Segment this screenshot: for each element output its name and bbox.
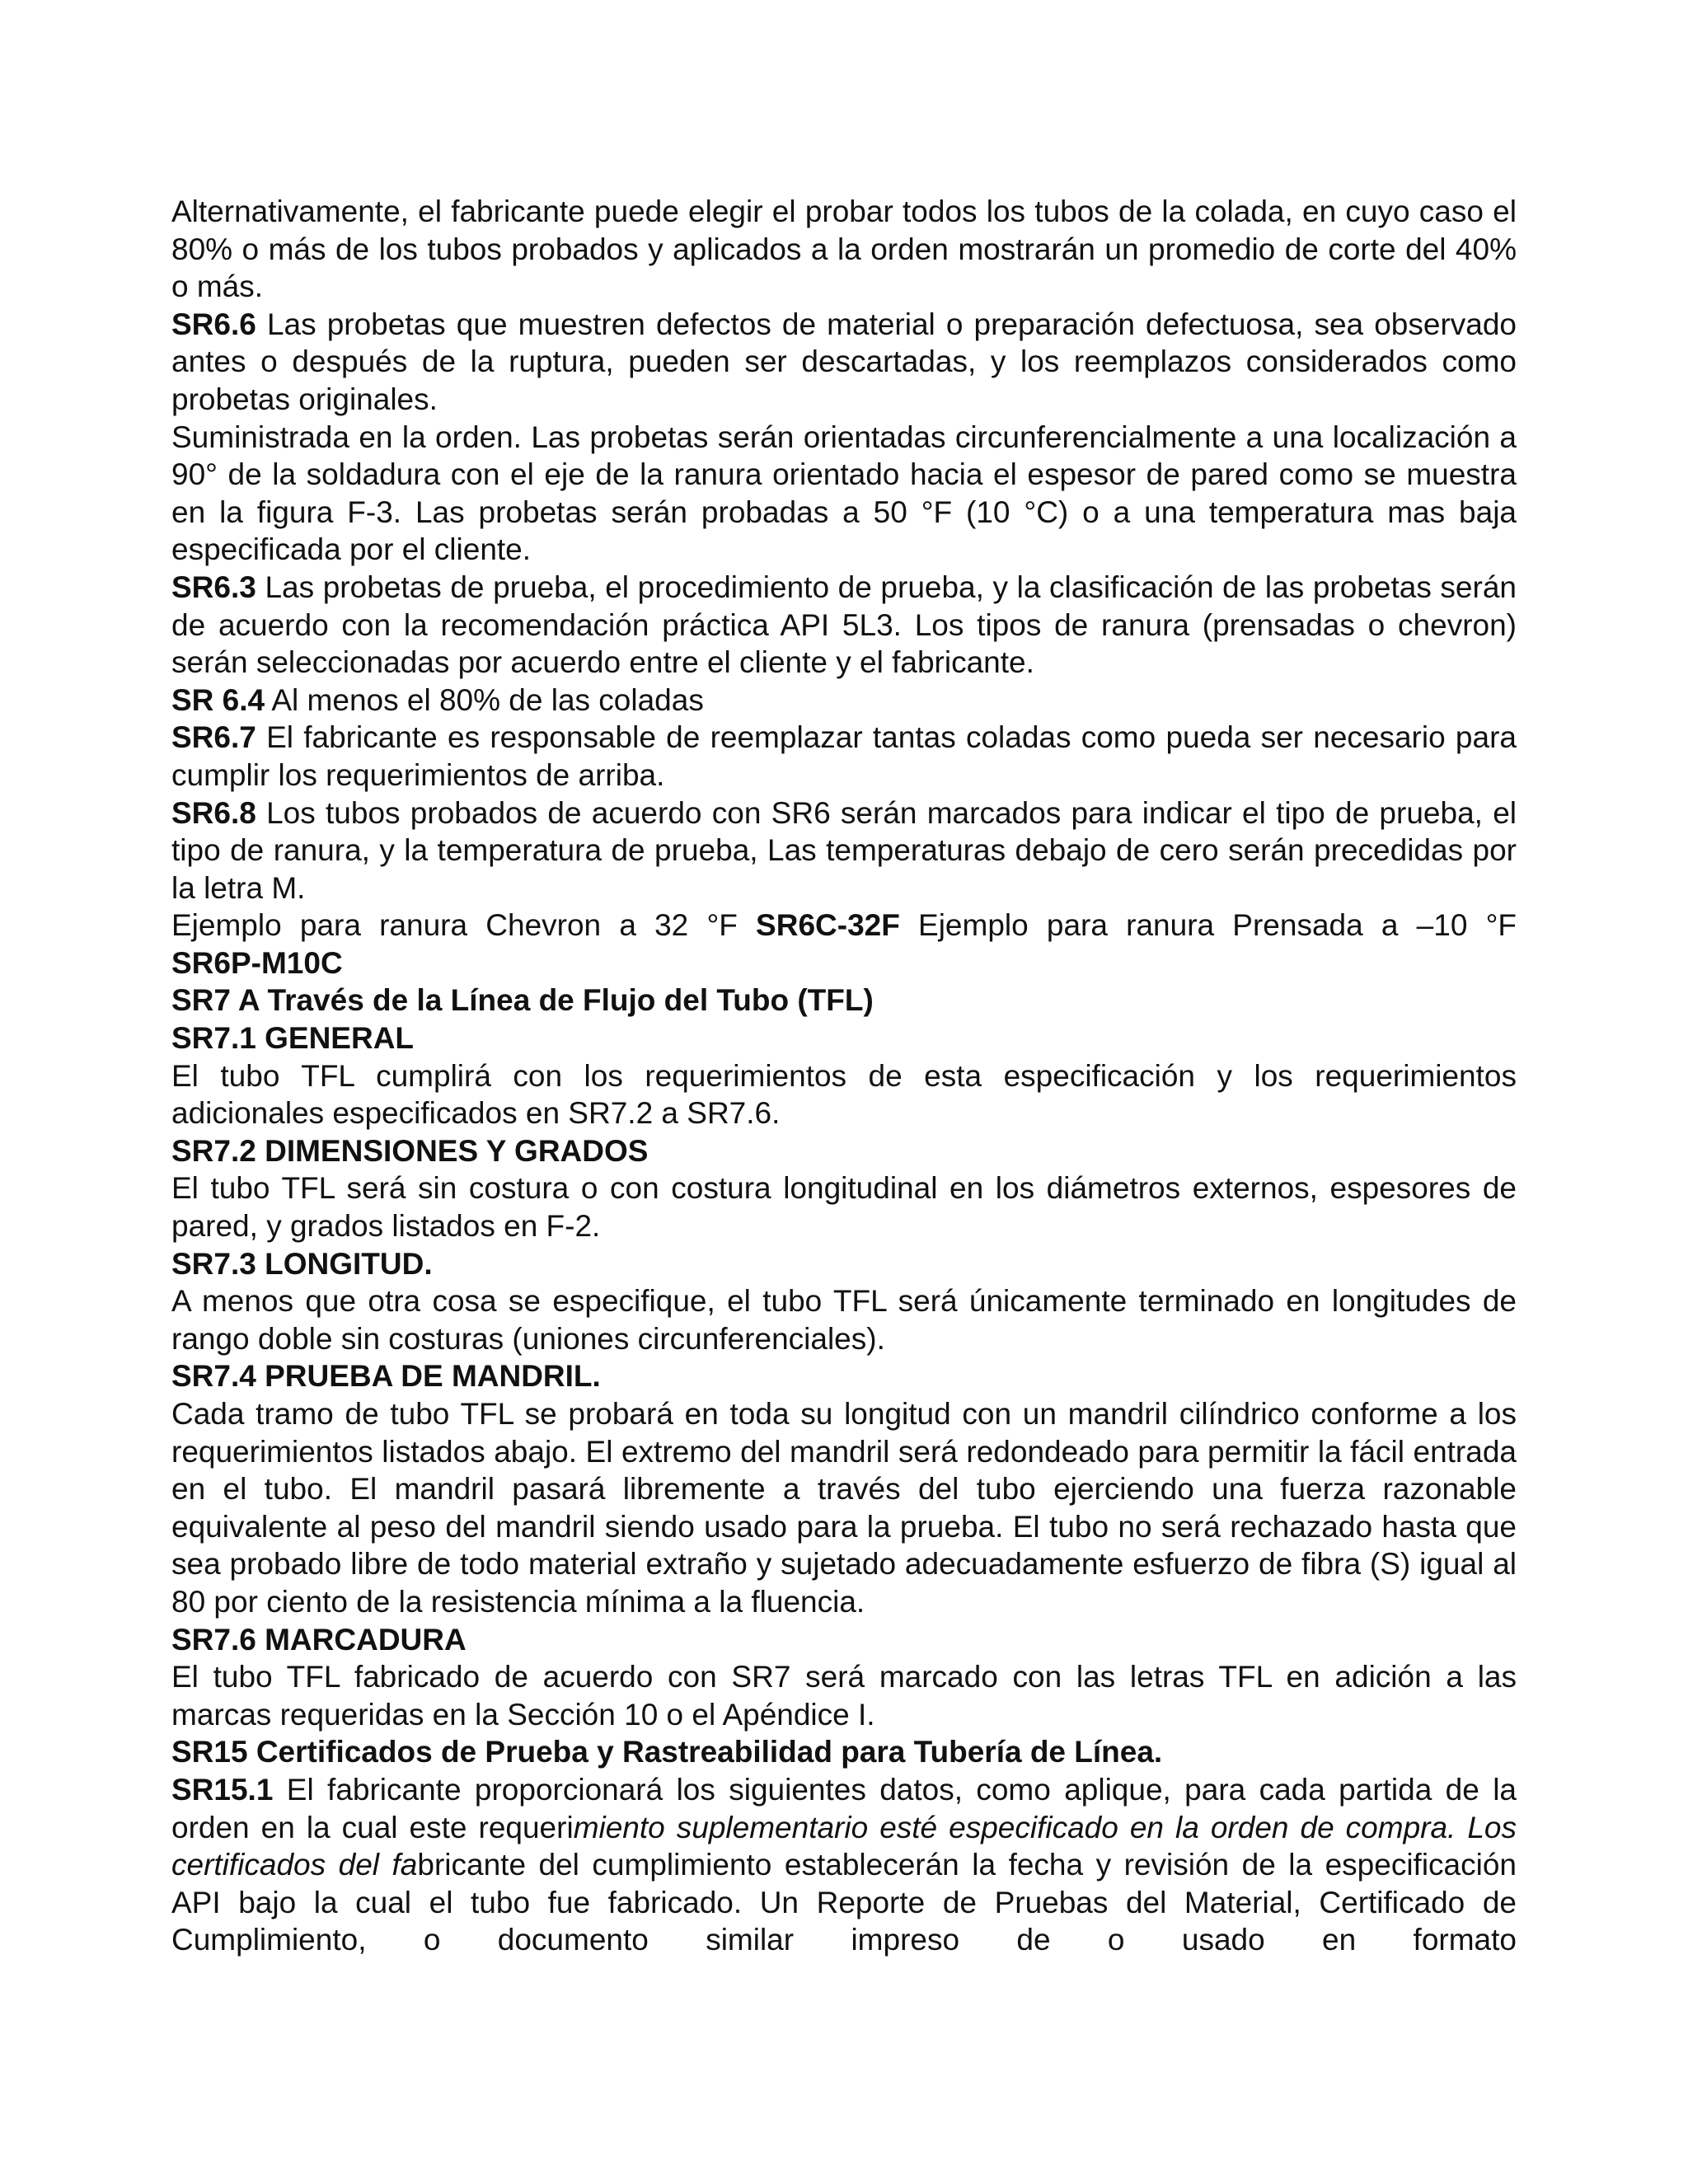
paragraph-sr7-4: Cada tramo de tubo TFL se probará en toda su longitud con un mandril cilíndrico conforme a los requerimientos listados abajo. El extremo del mandril será redondeado para permitir la fácil entrada en el tubo. El mandril pasará libremente a través del tubo ejerciendo una fuerza razonable equivalente al peso del mandril siendo usado para la prueba. El tubo no será rechazado hasta que sea probado libre de todo material extraño y sujetado adecuadamente esfuerzo de fibra (S) igual al 80 por ciento de la resistencia mínima a la fluencia.	[171, 1397, 1517, 1619]
paragraph-ejemplo	[171, 907, 1517, 944]
ejemplo-part2: Ejemplo para ranura Prensada a –10 °F	[899, 908, 1517, 943]
paragraph-sr6-4	[171, 682, 1517, 719]
heading-sr7-4: SR7.4 PRUEBA DE MANDRIL.	[171, 1359, 601, 1394]
document-page	[171, 193, 1517, 1959]
paragraph-sr7-6: El tubo TFL fabricado de acuerdo con SR7 será marcado con las letras TFL en adición a las marcas requeridas en la Sección 10 o el Apéndice I.	[171, 1660, 1517, 1732]
ejemplo-code-chevron: SR6C-32F	[756, 908, 900, 943]
sr6-4-text: Al menos el 80% de las coladas	[265, 682, 704, 717]
paragraph-sr7-1: El tubo TFL cumplirá con los requerimientos de esta especificación y los requerimientos adicionales especificados en SR7.2 a SR7.6.	[171, 1058, 1517, 1131]
ejemplo-code-prensada: SR6P-M10C	[171, 945, 343, 980]
paragraph-alternativamente: Alternativamente, el fabricante puede elegir el probar todos los tubos de la colada, en cuyo caso el 80% o más de los tubos probados y aplicados a la orden mostrarán un promedio de corte del 40% o más.	[171, 194, 1517, 304]
sr15-1-text-b: bricante del cumplimiento establecerán la fecha y revisión de la especificación API bajo la cual el tubo fue fabricado. Un Reporte de Pruebas del Material, Certificado de Cumplimiento, o documento similar impreso de o usado en formato	[171, 1848, 1517, 1957]
heading-sr7-3: SR7.3 LONGITUD.	[171, 1246, 433, 1281]
heading-sr7: SR7 A Través de la Línea de Flujo del Tubo (TFL)	[171, 983, 874, 1018]
ejemplo-part1: Ejemplo para ranura Chevron a 32 °F	[171, 908, 757, 943]
paragraph-sr7-2: El tubo TFL será sin costura o con costura longitudinal en los diámetros externos, espesores de pared, y grados listados en F-2.	[171, 1171, 1517, 1244]
sr15-1-text-a: El fabricante proporcionará los siguientes datos, como aplique, para cada partida de la orden en la cual este requeri	[171, 1772, 1517, 1844]
heading-sr7-1: SR7.1 GENERAL	[171, 1021, 415, 1056]
sr6-8-label: SR6.8	[171, 795, 256, 830]
sr6-8-text: Los tubos probados de acuerdo con SR6 serán marcados para indicar el tipo de prueba, el tipo de ranura, y la temperatura de prueba, Las temperaturas debajo de cero serán precedidas por la letra M.	[171, 795, 1517, 905]
paragraph-sr6-6	[171, 306, 1517, 419]
sr15-1-label: SR15.1	[171, 1772, 274, 1807]
paragraph-suministrada: Suministrada en la orden. Las probetas serán orientadas circunferencialmente a una localización a 90° de la soldadura con el eje de la ranura orientado hacia el espesor de pared como se muestra en la figura F-3. Las probetas serán probadas a 50 °F (10 °C) o a una temperatura mas baja especificada por el cliente.	[171, 419, 1517, 567]
paragraph-sr6-8	[171, 794, 1517, 907]
paragraph-sr6-7	[171, 719, 1517, 794]
sr6-3-label: SR6.3	[171, 569, 256, 604]
sr6-6-label: SR6.6	[171, 307, 256, 341]
heading-sr15: SR15 Certificados de Prueba y Rastreabilidad para Tubería de Línea.	[171, 1735, 1163, 1769]
paragraph-sr7-3: A menos que otra cosa se especifique, el tubo TFL será únicamente terminado en longitudes de rango doble sin costuras (uniones circunferenciales).	[171, 1284, 1517, 1356]
sr6-7-text: El fabricante es responsable de reemplazar tantas coladas como pueda ser necesario para cumplir los requerimientos de arriba.	[171, 720, 1517, 792]
sr6-3-text: Las probetas de prueba, el procedimiento de prueba, y la clasificación de las probetas serán de acuerdo con la recomendación práctica API 5L3. Los tipos de ranura (prensadas o chevron) serán seleccionadas por acuerdo entre el cliente y el fabricante.	[171, 569, 1517, 680]
sr6-7-label: SR6.7	[171, 720, 256, 755]
heading-sr7-6: SR7.6 MARCADURA	[171, 1622, 467, 1657]
sr15-1-text-italic: miento suplementario esté especificado en la orden de compra. Los certificados del fa	[171, 1810, 1517, 1882]
paragraph-sr6-3	[171, 569, 1517, 682]
sr6-4-label: SR 6.4	[171, 682, 265, 717]
sr6-6-text: Las probetas que muestren defectos de material o preparación defectuosa, sea observado antes o después de la ruptura, pueden ser descartadas, y los reemplazos considerados como probetas originales.	[171, 307, 1517, 416]
heading-sr7-2: SR7.2 DIMENSIONES Y GRADOS	[171, 1133, 649, 1168]
paragraph-sr15-1	[171, 1771, 1517, 1959]
